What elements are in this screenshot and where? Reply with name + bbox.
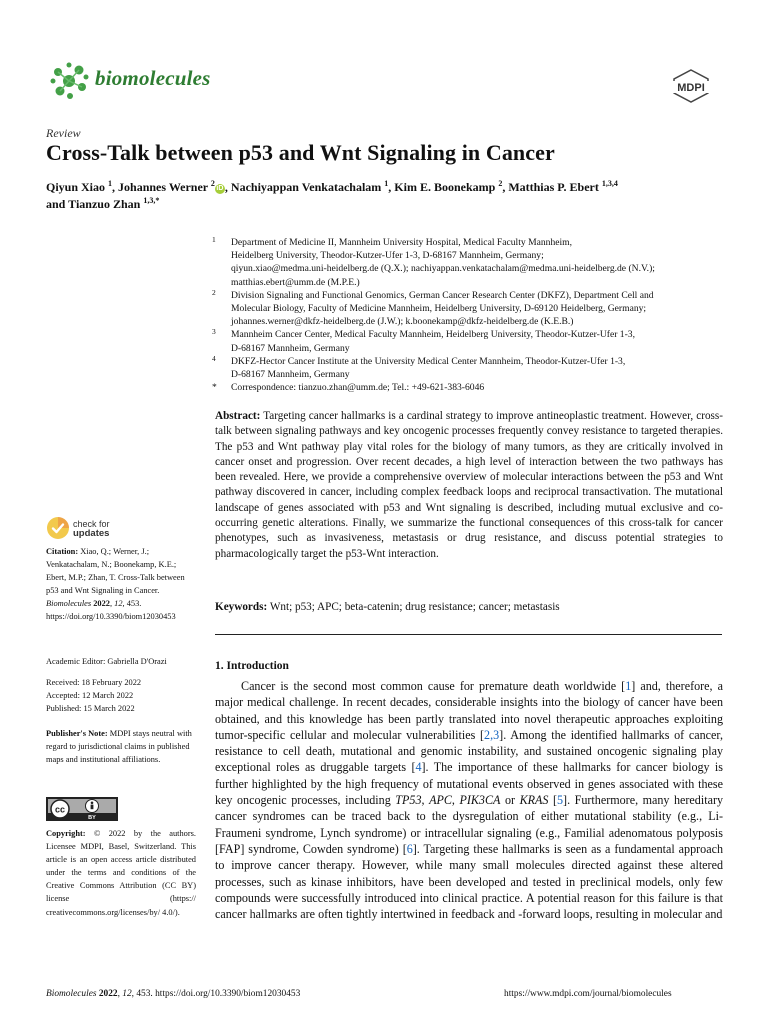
abstract-label: Abstract: (215, 410, 261, 422)
citation-year: 2022 (93, 599, 110, 609)
intro-text: ]. Furthermore, many hereditary cancer syndromes can be traced back to the dysregulation of either mutational stability (e.g., Li-Fraumeni syndrome, Lynch syndrome) or intracellular signaling (e.g., Familial adenomatous polyposis [FAP] syndrome, Cowden syndrome) [ (215, 793, 724, 856)
citation-volume: 12 (114, 599, 123, 609)
affil-numbers: 1,3, (143, 196, 156, 205)
gene-name: TP53 (395, 793, 422, 808)
citation-link[interactable]: 1 (625, 679, 632, 693)
publisher-note-text: MDPI stays neutral with regard to jurisdictional claims in published maps and institutional affiliations. (46, 729, 192, 765)
publisher-note (46, 727, 196, 766)
affiliation-number: 1 (212, 235, 216, 244)
citation-block: Citation: Xiao, Q.; Werner, J.; Venkatachalam, N.; Boonekamp, K.E.; Ebert, M.P.; Zhan, T. Cross-Talk between p53 and Wnt Signaling in Cancer. Biomolecules 2022, 12, 453. https://doi.org/10.3390/biom12030453 (46, 547, 185, 622)
correspondence-mark: * (212, 382, 217, 394)
affiliation-line: D-68167 Mannheim, Germany (231, 342, 350, 354)
citation-journal: Biomolecules (46, 599, 92, 609)
check-for-updates-button[interactable] (46, 516, 176, 542)
cc-by-license-icon[interactable] (46, 797, 118, 821)
footer-journal: Biomolecules (46, 989, 97, 999)
keywords (215, 600, 723, 615)
affiliation-line: Mannheim Cancer Center, Medical Faculty Mannheim, Heidelberg University, Theodor-Kutzer-Ufer 1-3, (231, 329, 635, 341)
mdpi-logo-icon (664, 68, 718, 104)
article-title: Cross-Talk between p53 and Wnt Signaling in Cancer (46, 140, 555, 165)
gene-name: KRAS (519, 793, 549, 808)
intro-text: , (451, 793, 460, 808)
mdpi-logo-text: MDPI (677, 82, 705, 94)
intro-paragraph (215, 678, 723, 922)
author-name: Matthias P. Ebert (508, 180, 599, 194)
author-name: Johannes Werner (118, 180, 208, 194)
citation-link[interactable]: 6 (406, 841, 413, 856)
intro-text: Cancer is the second most common cause for premature death worldwide [ (241, 679, 626, 693)
copyright-notice (46, 827, 196, 919)
affiliation-line[interactable]: matthias.ebert@umm.de (M.P.E.) (231, 276, 360, 288)
intro-text: ]. Among the identified hallmarks of cancer, resistance to cell death, mutational and genomic instability, and sustained oncogenic signaling play exceptional roles as druggable targets [ (215, 727, 723, 775)
affiliation-line: Department of Medicine II, Mannheim University Hospital, Medical Faculty Mannheim, (231, 237, 573, 248)
footer-citation: Biomolecules 2022, 12, 453. https://doi.org/10.3390/biom12030453 (46, 989, 301, 999)
abstract (215, 409, 723, 562)
copyright-label: Copyright: (46, 829, 86, 838)
citation-link[interactable]: 5 (557, 793, 564, 808)
intro-text: ] and, therefore, a major medical challenge. In recent decades, considerable insights into the biology of cancer have been obtained, and this knowledge has been partly translated into novel therapeutic approaches exploiting tumor-specific cellular and molecular vulnerabilities [ (215, 679, 724, 742)
citation-text: Xiao, Q.; Werner, J.; Venkatachalam, N.; Boonekamp, K.E.; Ebert, M.P.; Zhan, T. Cross-Talk between p53 and Wnt Signaling in Cancer. (46, 547, 185, 596)
intro-text: [ (548, 793, 557, 808)
check-updates-line2: updates (73, 528, 110, 539)
correspondence-line[interactable]: Correspondence: tianzuo.zhan@umm.de; Tel.: +49-621-383-6046 (231, 382, 485, 394)
affiliation-line[interactable]: qiyun.xiao@medma.uni-heidelberg.de (Q.X.); nachiyappan.venkatachalam@medma.uni-heidelberg.de (N.V.); (231, 263, 655, 275)
accepted-date: Accepted: 12 March 2022 (46, 691, 134, 701)
author-affil-sup: 1,3,4 (601, 179, 618, 188)
author-affil-sup (143, 196, 159, 205)
abstract-text: Targeting cancer hallmarks is a cardinal strategy to improve antineoplastic treatment. However, cross-talk between signaling pathways and key oncogenic processes frequently convey resistance to targeted therapies. The p53 and Wnt pathway play vital roles for the biology of many tumors, as they are critically involved in cancer onset and progression. Over recent decades, a high level of interaction between the two pathways has been revealed. Here, we provide a comprehensive overview of molecular interactions between the p53 and Wnt pathway discovered in cancer, including complex feedback loops and reciprocal transactivation. The mutational landscape of genes associated with p53 and Wnt signaling is described, including mutual exclusive and co-occurring genetic alterations. Finally, we summarize the functional consequences of this cross-talk for cancer phenotypes, such as invasiveness, metastasis or drug resistance, and discuss potential strategies to pharmacologically target the p53-Wnt interaction. (215, 410, 723, 560)
affiliation-line: DKFZ-Hector Cancer Institute at the University Medical Center Mannheim, Theodor-Kutzer-Ufer 1-3, (231, 355, 626, 367)
article-type: Review (46, 126, 81, 140)
affiliation-number: 4 (212, 353, 216, 363)
affiliation-line: Heidelberg University, Theodor-Kutzer-Ufer 1-3, D-68167 Mannheim, Germany; (231, 250, 544, 262)
affiliation-line: D-68167 Mannheim, Germany (231, 369, 350, 381)
journal-logo-icon (46, 58, 92, 104)
keywords-label: Keywords: (215, 601, 268, 613)
intro-body (215, 678, 723, 922)
intro-text: ]. Targeting these hallmarks is seen as a fundamental approach to improve cancer therapy. However, while many small molecules directed against these altered processes, such as kinase inhibitors, have been developed and tested in preclinical models, only few compounds were successfully introduced into clinical practice. A potential reason for this failure is that cancer hallmarks are often tightly intertwined in feedback and -forward loops, resulting in molecular and (215, 841, 723, 922)
publisher-note-label: Publisher's Note: (46, 729, 108, 738)
affiliation-line: Molecular Biology, Faculty of Medicine Mannheim, Heidelberg University, D-69120 Heidelberg, Germany; (231, 303, 647, 315)
gene-name: PIK3CA (459, 793, 501, 808)
footer-journal-url[interactable]: https://www.mdpi.com/journal/biomolecules (504, 989, 672, 999)
author-conjunction: and (46, 197, 66, 211)
author-affil-sup: 1 (384, 179, 389, 188)
author-name: Nachiyappan Venkatachalam (230, 180, 382, 194)
author-name: Kim E. Boonekamp (394, 180, 496, 194)
footer-doi[interactable]: , 453. https://doi.org/10.3390/biom12030453 (131, 989, 301, 999)
section-divider (215, 634, 722, 635)
intro-text: , (421, 793, 430, 808)
intro-text: ]. The importance of these hallmarks for cancer biology is further highlighted by the high frequency of mutational events observed in genes associated with these key oncogenic processes, including (215, 760, 723, 808)
keywords-text: Wnt; p53; APC; beta-catenin; drug resistance; cancer; metastasis (269, 601, 560, 613)
author-affil-sup: 1 (108, 179, 113, 188)
orcid-icon[interactable]: iD (216, 185, 224, 192)
affiliation-line[interactable]: johannes.werner@dkfz-heidelberg.de (J.W.); k.boonekamp@dkfz-heidelberg.de (K.E.B.) (231, 316, 574, 328)
cc-text: cc (54, 804, 66, 815)
check-updates-line1: check for (73, 519, 110, 529)
check-updates-icon (46, 516, 70, 540)
affiliation-item (212, 355, 728, 381)
author-name: Qiyun Xiao (46, 180, 106, 194)
affiliation-line: Division Signaling and Functional Genomics, German Cancer Research Center (DKFZ), Department Cell and (231, 289, 654, 301)
footer-volume: 12 (122, 989, 132, 999)
academic-editor: Academic Editor: Gabriella D'Orazi (46, 657, 167, 666)
author-affil-sup: 2 (498, 179, 503, 188)
received-date: Received: 18 February 2022 (46, 678, 142, 687)
article-dates (46, 676, 196, 715)
intro-text: or (500, 793, 520, 808)
correspondence-item (212, 381, 728, 394)
published-date: Published: 15 March 2022 (46, 704, 135, 714)
affiliation-number: 2 (212, 287, 216, 297)
affiliation-item (212, 289, 728, 329)
section-heading: 1. Introduction (215, 660, 289, 672)
affiliation-item (212, 328, 728, 354)
affiliations (212, 236, 728, 394)
citation-label: Citation: (46, 547, 79, 556)
affiliation-item (212, 236, 728, 289)
author-affil-sup: 2 (210, 179, 215, 188)
citation-link[interactable]: 4 (415, 760, 422, 775)
journal-name: biomolecules (95, 66, 211, 90)
copyright-text: © 2022 by the authors. Licensee MDPI, Basel, Switzerland. This article is an open access article distributed under the terms and conditions of the Creative Commons Attribution (CC BY) license (https:// creativecommons.org/licenses/by/ 4.0/). (46, 829, 197, 917)
author-list: Qiyun Xiao $^1$, Johannes Werner $^2$iD , Nachiyappan Venkatachalam $^1$, Kim E. Boonekamp $^2$, Matthias P. Ebert $^{1,3,4}$ and Tianzuo Zhan $^{1,3,*}$ (46, 179, 618, 211)
footer-year: 2022 (98, 989, 118, 999)
by-text: BY (88, 815, 96, 821)
gene-name: APC (429, 793, 452, 808)
affiliation-number: 3 (212, 327, 216, 337)
corresponding-mark: * (155, 196, 160, 205)
citation-link[interactable]: 2,3 (484, 727, 500, 742)
citation-doi[interactable]: , 453. https://doi.org/10.3390/biom12030453 (46, 599, 176, 622)
author-name: Tianzuo Zhan (68, 197, 141, 211)
